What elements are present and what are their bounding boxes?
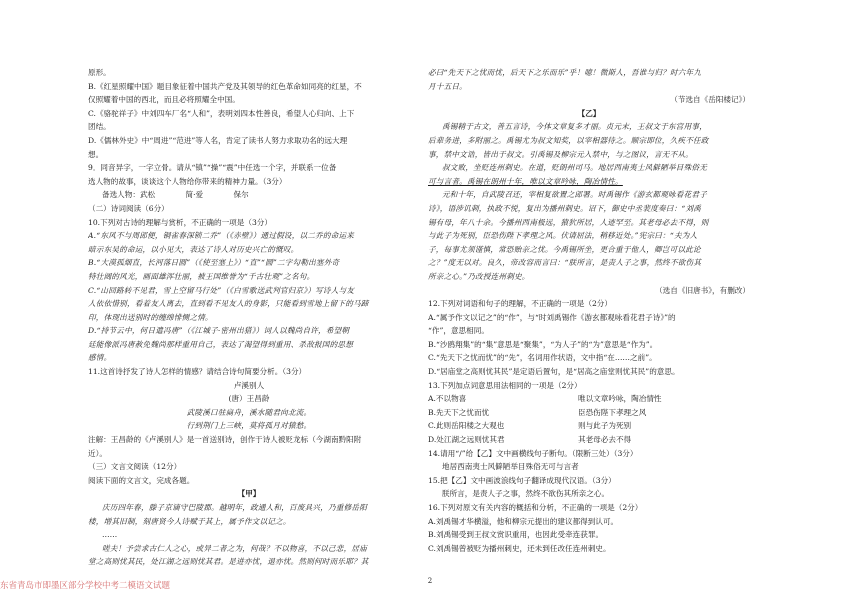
option-pair	[428, 433, 750, 447]
text-line: A.“东风不与周郎便，铜雀春深锁二乔”（《赤壁》）通过假设，以二乔的命运来	[88, 231, 355, 241]
poem-author: (唐）王昌龄	[228, 394, 270, 404]
text-line: 特壮阔的风光，画面雄浑壮丽，被王国维誉为“千古壮观”之名句。	[88, 271, 315, 281]
passage-yi-heading: 【乙】	[577, 108, 601, 118]
passage-line: 堂之高则忧其民，处江湖之远则忧其君。是进亦忧，退亦忧。然则何时而乐耶？其	[88, 557, 369, 567]
passage-line: 可与言者。禹锡在朗州十年，唯以文章吟咏，陶冶情性。	[428, 176, 623, 186]
option-left: C.此则岳阳楼之大观也	[428, 421, 505, 431]
text-line: 印，体现出送别时的缠绵悱恻之情。	[88, 312, 213, 322]
option-right: 则与此子为死别	[578, 421, 632, 431]
question-9: 9．同音异字，一字立骨。请从“镇”“操”“震”中任选一个字，并联系一位备	[88, 163, 337, 173]
text-line: 选人物的故事，谈谈这个人物给你带来的精神力量。（3分）	[88, 176, 287, 186]
passage-line: 叔文败，坐贬连州刺史。在道，贬朗州司马。地居西南夷士风僻陋举目殊俗无	[442, 163, 707, 173]
question-11: 11.这首诗抒发了诗人怎样的情感？请结合诗句简要分析。（3分）	[88, 367, 307, 377]
passage-line: 子，每事尤须谨慎，常恐贻亲之忧。今禹锡所坐，更合重于他人，卿岂可以此论	[428, 244, 701, 254]
text-line: B.《红星照耀中国》题目象征着中国共产党及其领导的红色革命如同亮的红星，不	[88, 81, 362, 91]
passage-line: 锡有母，年八十余。今播州西南极远，猿狖所居，人迹罕至。其老母必去不得，则	[428, 217, 709, 227]
passage-line: 月十五日。	[428, 81, 467, 91]
text-line: 人依依惜别，看着友人离去，直到看不见友人的身影，只能看到雪地上留下的马蹄	[88, 299, 369, 309]
text-line: C.《骆驼祥子》中刘四车厂名“人和”，表明刘四本性善良，希望人心归向、上下	[88, 108, 355, 118]
watermark-source-label: 东省青岛市即墨区部分学校中考二模语文试题	[0, 581, 171, 591]
poem-title: 卢溪别人	[233, 380, 265, 390]
passage-line: 嗟夫！予尝求古仁人之心，或异二者之为，何哉？不以物喜，不以己悲，居庙	[102, 543, 367, 553]
question-16: 16.下列对原文有关内容的概括和分析，不正确的一项是（2分）	[428, 503, 643, 512]
option-right: 其老母必去不得	[578, 435, 632, 445]
left-column	[88, 66, 410, 569]
question-13: 13.下列加点词意思用法相同的一项是（2分）	[428, 380, 582, 390]
page-number: 2	[427, 577, 433, 585]
question-14: 14.请用“/”给【乙】文中画横线句子断句。（限断三处）（3分）	[428, 448, 638, 458]
option-line: “作”，意思相同。	[428, 326, 489, 336]
option-line: A.“属予作文以记之”的“作”，与“时刘禹锡作《游玄都观咏看花君子诗》”的	[428, 312, 676, 322]
text-line: 仅照耀着中国的西北，而且必将照耀全中国。	[88, 95, 240, 105]
passage-ellipsis: ……	[102, 530, 118, 540]
passage-line: 事，禁中文诰，皆出于叔文。引禹锡及柳宗元入禁中，与之图议，言无不从。	[428, 149, 693, 159]
passage-line: 禹锡精于古文，善五言诗，今体文章复多才丽。贞元末，王叔文于东宫用事，	[442, 122, 707, 132]
option-pair	[428, 419, 750, 433]
right-column	[428, 66, 750, 555]
passage-line: 后辈务进，多附丽之。禹锡尤为叔文知奖，以宰相器待之。顺宗即位，久疾不任政	[428, 135, 709, 145]
option-line: B.刘禹锡受到王叔文赏识重用，也因此受牵连获罪。	[428, 530, 604, 540]
passage-line: 必曰“先天下之忧而忧，后天下之乐而乐”乎！噫！微斯人，吾谁与归？时六年九	[428, 68, 702, 77]
candidate-list: 备选人物：武松 简·爱 保尔	[102, 190, 249, 200]
passage-line: 与此子为死别，臣恐伤陛下孝理之风。伏请屈法，稍移近处。”宪宗曰：“夫为人	[428, 231, 698, 241]
text-line: C.“山回路转不见君，雪上空留马行处”（《白雪歌送武判官归京》）写诗人与友	[88, 285, 355, 295]
poem-line: 行到荆门上三峡，莫将孤月对猿愁。	[186, 421, 312, 431]
text-line: 朕所言，是责人子之事，然终不欲伤其所亲之心。	[442, 489, 610, 499]
passage-jia-heading: 【甲】	[237, 489, 261, 499]
poem-line: 武陵溪口驻扁舟，溪水随君向北流。	[186, 407, 312, 417]
option-right: 臣恐伤陛下孝理之风	[578, 407, 647, 417]
passage-line: 元和十年，自武陵召还，宰相复欲置之郎署。时禹锡作《游玄都观咏看花君子	[442, 190, 707, 200]
option-left: B.先天下之忧而忧	[428, 407, 490, 417]
passage-source: （节选自《岳阳楼记》）	[670, 95, 750, 105]
option-line: B.“沙鸥翔集”的“集”意思是“聚集”，“为人子”的“为”意思是“作为”。	[428, 339, 658, 349]
text-line: D.“持节云中，何日遣冯唐”（《江城子·密州出猎》）词人以魏尚自许，希望朝	[88, 326, 350, 336]
text-line: 团结。	[88, 122, 111, 132]
text-line: 感情。	[88, 353, 112, 363]
passage-line: 诗》，语涉讥刺，执政不悦，复出为播州刺史。诏下，御史中丞裴度奏曰：“刘禹	[428, 203, 702, 213]
question-12: 12.下列对词语和句子的理解，不正确的一项是（2分）	[428, 299, 612, 309]
passage-line: 楼，增其旧制，刻唐贤今人诗赋于其上，属予作文以记之。	[88, 516, 291, 526]
text-line: 原形。	[88, 68, 111, 77]
passage-source: （选自《旧唐书》，有删改）	[655, 285, 750, 295]
poem-note: 注解：王昌龄的《卢溪别人》是一首送别诗，创作于诗人被贬龙标（今湖南黔阳附	[88, 435, 362, 445]
text-line: 地居西南夷士风僻陋举目殊俗无可与言者	[442, 462, 579, 472]
option-pair	[428, 392, 750, 406]
option-left: D.处江湖之远则忧其君	[428, 435, 505, 445]
passage-line: 之？”度无以对。良久，帝改容而言曰：“朕所言，是责人子之事，然终不欲伤其	[428, 258, 702, 268]
option-line: C.刘禹锡曾被贬为播州刺史，还未到任改任连州刺史。	[428, 543, 611, 553]
option-line: A.刘禹锡才华横溢，他和柳宗元提出的建议都得到认可。	[428, 516, 619, 526]
section-heading-classical: （三）文言文阅读（12分）	[88, 462, 182, 472]
option-line: C.“先天下之忧而忧”的“先”，名词用作状语，文中指“在……之前”。	[428, 353, 657, 363]
text-line: B.“大漠孤烟直，长河落日圆”（《使至塞上》）“直”“圆”二字勾勒出塞外奇	[88, 258, 340, 268]
text-line: 近）。	[88, 448, 107, 458]
text-line: 暗示东吴的命运，以小见大，表达了诗人对历史兴亡的慨叹。	[88, 244, 299, 254]
section-heading-poetry: （二）诗词阅读（6分）	[88, 203, 169, 213]
option-line: D.“居庙堂之高则忧其民”是定语后置句，是“居高之庙堂则忧其民”的意思。	[428, 367, 680, 377]
text-line: 廷能像派冯唐赦免魏尚那样重用自己，表达了渴望得到重用、杀敌报国的思想	[88, 339, 353, 349]
passage-line: 所亲之心。”乃改授连州刺史。	[428, 271, 530, 281]
text-line: 阅读下面的文言文，完成各题。	[88, 475, 195, 485]
text-line: 想。	[88, 149, 104, 159]
text-line: D.《儒林外史》中“周进”“范进”等人名，肯定了读书人努力求取功名的远大理	[88, 135, 348, 145]
option-right: 唯以文章吟咏，陶冶情性	[578, 394, 662, 404]
option-left: A.不以物喜	[428, 394, 467, 404]
passage-line: 庆历四年春，滕子京谪守巴陵郡。越明年，政通人和，百废具兴，乃重修岳阳	[102, 503, 367, 512]
question-10: 10.下列对古诗的理解与赏析，不正确的一项是（3分）	[88, 217, 272, 227]
question-15: 15.把【乙】文中画波浪线句子翻译成现代汉语。（3分）	[428, 475, 616, 485]
option-pair	[428, 406, 750, 420]
